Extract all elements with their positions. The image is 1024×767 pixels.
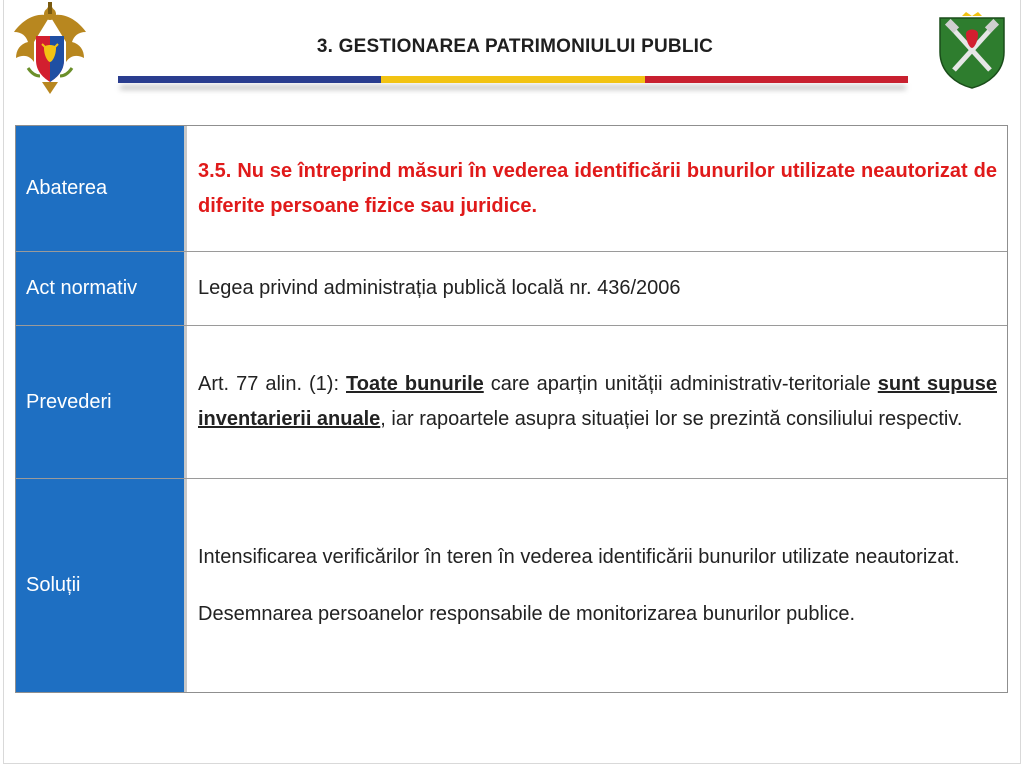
findings-table — [15, 125, 1008, 693]
row-content — [187, 252, 1007, 325]
provision-underline-2: sunt supuse inventarierii anuale — [198, 373, 997, 430]
row-label: Soluții — [16, 479, 187, 692]
row-label: Abaterea — [16, 126, 187, 251]
solution-paragraph-2: Desemnarea persoanelor responsabile de monitorizarea bunurilor publice. — [198, 602, 856, 625]
row-content — [187, 126, 1007, 251]
provision-text-part-3: , iar rapoartele asupra situației lor se prezintă consiliului respectiv. — [380, 408, 963, 430]
tricolor-divider — [118, 76, 908, 83]
page-title: 3. GESTIONAREA PATRIMONIULUI PUBLIC — [316, 36, 714, 57]
solution-paragraph-1: Intensificarea verificărilor în teren în vederea identificării bunurilor utilizate neautorizat. — [198, 545, 960, 568]
law-reference-text: Legea privind administrația publică locală nr. 436/2006 — [198, 277, 681, 299]
deviation-text: 3.5. Nu se întreprind măsuri în vederea identificării bunurilor utilizate neautorizat de diferite persoane fizice sau juridice. — [198, 159, 997, 217]
table-row-abaterea — [16, 126, 1007, 252]
district-coat-of-arms-icon — [936, 12, 1008, 90]
table-row-act-normativ — [16, 252, 1007, 326]
row-label: Act normativ — [16, 252, 187, 325]
provision-text — [198, 367, 997, 437]
paragraph-spacer — [198, 575, 997, 597]
tricolor-blue — [118, 76, 381, 83]
provision-text-part-2: care aparțin unității administrativ-teritoriale — [483, 373, 878, 395]
provision-underline-1: Toate bunurile — [346, 373, 484, 395]
row-label: Prevederi — [16, 326, 187, 478]
provision-text-part-1: Art. 77 alin. (1): — [198, 373, 347, 395]
table-row-prevederi — [16, 326, 1007, 479]
moldova-coat-of-arms-icon — [8, 2, 92, 98]
tricolor-red — [645, 76, 908, 83]
table-row-solutii — [16, 479, 1007, 692]
row-content — [187, 326, 1007, 478]
row-content — [187, 479, 1007, 692]
tricolor-yellow — [381, 76, 644, 83]
